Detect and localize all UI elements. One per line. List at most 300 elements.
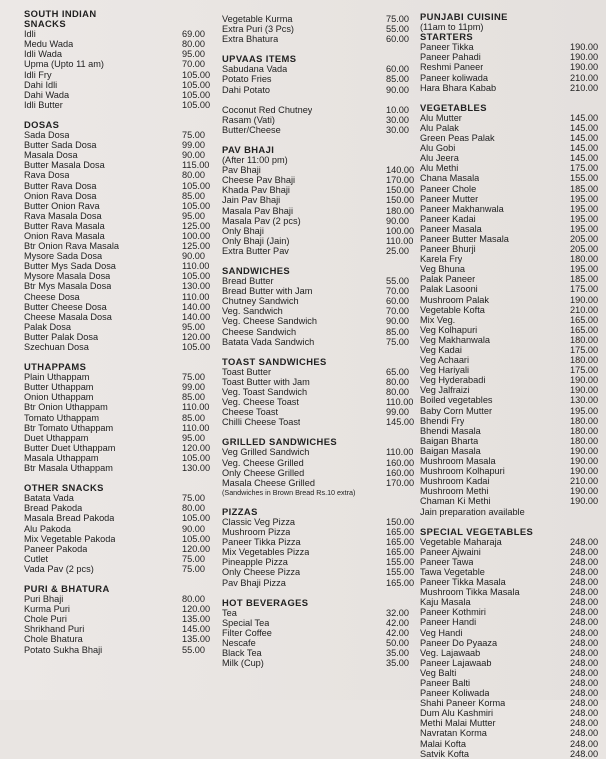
starters-list	[420, 42, 606, 92]
menu-item-name: Cheese Dosa	[24, 291, 80, 302]
sandwiches-list	[222, 276, 418, 347]
menu-item	[420, 496, 606, 506]
menu-item-price: 248.00	[570, 566, 599, 577]
menu-item-name: Masala Pav (2 pcs)	[222, 215, 301, 226]
menu-item-price: 105.00	[182, 79, 211, 90]
menu-item-price: 110.00	[386, 447, 414, 458]
menu-item	[24, 292, 224, 302]
section-title-uthappams: UTHAPPAMS	[24, 361, 87, 373]
menu-item-price: 248.00	[570, 738, 599, 749]
section-title-hot-beverages: HOT BEVERAGES	[222, 596, 309, 608]
menu-item	[420, 436, 606, 446]
section-title-sandwiches: SANDWICHES	[222, 264, 291, 276]
menu-item-price: 80.00	[182, 39, 205, 50]
menu-item-name: Btr Mys Masala Dosa	[24, 281, 112, 292]
menu-item-price: 60.00	[386, 296, 409, 307]
menu-item-price: 175.00	[570, 345, 599, 355]
vegetables-list	[420, 113, 606, 507]
menu-item-name: Btr Onion Uthappam	[24, 402, 108, 413]
menu-item-price: 145.00	[570, 143, 599, 154]
menu-item-price: 190.00	[570, 456, 599, 467]
menu-item	[420, 52, 606, 62]
menu-item-name: Pineapple Pizza	[222, 557, 288, 568]
menu-item-name: Veg Grilled Sandwich	[222, 447, 310, 458]
menu-item-price: 170.00	[386, 175, 415, 186]
menu-item	[222, 64, 418, 74]
menu-item	[420, 234, 606, 244]
menu-item	[222, 468, 418, 478]
menu-item-name: Dahi Potato	[222, 84, 271, 95]
section-title-upvaas: UPVAAS ITEMS	[222, 53, 297, 65]
menu-item-name: Toast Butter with Jam	[222, 376, 310, 387]
menu-item-price: 120.00	[182, 442, 211, 453]
section-title-pav-bhaji: PAV BHAJI	[222, 143, 275, 155]
menu-item-price: 95.00	[182, 210, 205, 221]
menu-item-name: Veg Hyderabadi	[420, 375, 486, 386]
menu-item	[420, 739, 606, 749]
menu-item-price: 190.00	[570, 294, 599, 305]
section-title-vegetables: VEGETABLES	[420, 101, 487, 113]
menu-item-price: 75.00	[386, 336, 409, 347]
menu-item-price: 125.00	[182, 220, 211, 231]
menu-item-price: 35.00	[386, 648, 409, 659]
menu-item	[222, 175, 418, 185]
section-title-puri-bhatura: PURI & BHATURA	[24, 582, 110, 594]
menu-item-price: 120.00	[182, 604, 211, 615]
menu-item-price: 175.00	[570, 284, 599, 295]
menu-item-price: 30.00	[386, 124, 409, 135]
menu-item-name: Paneer Butter Masala	[420, 233, 509, 244]
menu-item-name: Milk (Cup)	[222, 658, 264, 669]
menu-item-price: 180.00	[570, 254, 599, 265]
menu-item-name: Jain Pav Bhaji	[222, 195, 281, 206]
menu-item-name: Pav Bhaji Pizza	[222, 577, 286, 588]
menu-item	[24, 624, 224, 634]
menu-column-1	[24, 0, 224, 655]
menu-item	[420, 42, 606, 52]
menu-item-name: Medu Wada	[24, 39, 74, 50]
menu-item	[420, 274, 606, 284]
menu-item-price: 70.00	[386, 286, 409, 297]
menu-item	[420, 406, 606, 416]
menu-item-price: 248.00	[570, 647, 599, 658]
menu-item-price: 175.00	[570, 163, 599, 174]
menu-item	[24, 251, 224, 261]
menu-item	[222, 316, 418, 326]
menu-item-price: 105.00	[182, 513, 211, 524]
menu-item-price: 185.00	[570, 274, 599, 285]
menu-item-price: 105.00	[182, 200, 211, 211]
menu-item	[420, 658, 606, 668]
menu-item-price: 65.00	[386, 366, 409, 377]
beverages-list	[222, 608, 418, 669]
menu-item-name: Kurma Puri	[24, 604, 70, 615]
menu-item-name: Idli Wada	[24, 49, 62, 60]
menu-item-price: 30.00	[386, 114, 409, 125]
menu-item	[222, 387, 418, 397]
menu-item	[24, 59, 224, 69]
menu-item-name: Baigan Bharta	[420, 435, 479, 446]
menu-item-price: 165.00	[570, 314, 599, 325]
menu-item-name: Veg Kadai	[420, 345, 462, 355]
menu-item-name: Reshmi Paneer	[420, 62, 484, 73]
menu-item-name: Only Bhaji	[222, 225, 264, 236]
menu-item-price: 35.00	[386, 658, 409, 669]
menu-item-name: Cheese Sandwich	[222, 326, 297, 337]
menu-item-price: 145.00	[570, 133, 599, 144]
punjabi-hours: (11am to 11pm)	[420, 22, 484, 33]
menu-item-price: 190.00	[570, 42, 599, 53]
menu-item-price: 110.00	[386, 397, 414, 408]
menu-item-name: Veg. Toast Sandwich	[222, 387, 308, 397]
menu-item-name: Mysore Masala Dosa	[24, 271, 111, 282]
menu-item	[222, 547, 418, 557]
menu-item-name: Mix Vegetable Pakoda	[24, 533, 116, 544]
menu-item-name: Classic Veg Pizza	[222, 516, 296, 527]
menu-item-price: 32.00	[386, 607, 409, 618]
grilled-list	[222, 447, 418, 487]
menu-item-name: Veg. Cheese Grilled	[222, 457, 304, 468]
menu-item-price: 180.00	[570, 435, 599, 446]
menu-item	[222, 478, 418, 488]
menu-item	[222, 296, 418, 306]
menu-item	[222, 306, 418, 316]
menu-item	[420, 688, 606, 698]
menu-item-name: Masala Uthappam	[24, 452, 99, 463]
menu-item	[420, 567, 606, 577]
menu-item-name: Paneer Lajawaab	[420, 657, 492, 668]
menu-item-name: Butter/Cheese	[222, 124, 281, 135]
menu-item-price: 150.00	[386, 195, 415, 206]
menu-item	[222, 658, 418, 668]
menu-item	[420, 133, 606, 143]
menu-item-price: 110.00	[182, 291, 210, 302]
menu-item-name: Potato Sukha Bhaji	[24, 644, 103, 655]
menu-item-name: Paneer koliwada	[420, 72, 488, 83]
menu-item	[24, 433, 224, 443]
menu-item-name: Butter Onion Rava	[24, 200, 100, 211]
menu-item-price: 50.00	[386, 637, 409, 648]
menu-item-price: 75.00	[182, 563, 205, 574]
menu-item	[420, 244, 606, 254]
menu-item	[222, 327, 418, 337]
menu-item-name: Extra Bhatura	[222, 34, 279, 45]
menu-column-3	[420, 0, 606, 759]
menu-item-name: Dahi Idli	[24, 79, 58, 90]
menu-item-price: 70.00	[386, 306, 409, 317]
menu-item-name: Paneer Tikka Pizza	[222, 537, 301, 548]
menu-item-name: Black Tea	[222, 648, 262, 659]
menu-item	[222, 125, 418, 135]
menu-item	[24, 231, 224, 241]
menu-item-name: Paneer Kadai	[420, 213, 476, 224]
menu-item-name: Veg Bhuna	[420, 264, 465, 275]
menu-item	[420, 678, 606, 688]
menu-item-price: 248.00	[570, 597, 599, 608]
menu-item	[24, 332, 224, 342]
brown-bread-note: (Sandwiches in Brown Bread Rs.10 extra)	[222, 487, 356, 497]
pav-bhaji-timing: (After 11:00 pm)	[222, 155, 288, 166]
menu-item	[420, 305, 606, 315]
menu-item-name: Butter Sada Dosa	[24, 140, 97, 151]
menu-item	[222, 206, 418, 216]
menu-item	[24, 281, 224, 291]
menu-item-name: Cheese Toast	[222, 407, 279, 418]
menu-item	[222, 74, 418, 84]
menu-item-name: Plain Uthappam	[24, 372, 90, 383]
menu-item-price: 195.00	[570, 203, 599, 214]
menu-item-price: 80.00	[182, 503, 205, 514]
menu-item	[420, 214, 606, 224]
menu-item-price: 85.00	[386, 326, 409, 337]
menu-item-name: Bhendi Masala	[420, 425, 481, 436]
menu-item-name: Upma (Upto 11 am)	[24, 59, 104, 70]
menu-item-price: 69.00	[182, 29, 205, 40]
menu-item-price: 135.00	[182, 634, 211, 645]
menu-item-name: Butter Palak Dosa	[24, 331, 99, 342]
menu-item-name: Onion Rava Dosa	[24, 190, 97, 201]
menu-item-name: Boiled vegetables	[420, 395, 493, 406]
menu-item	[420, 466, 606, 476]
puri-list	[24, 594, 224, 655]
menu-item-price: 248.00	[570, 718, 599, 729]
menu-item-price: 80.00	[182, 170, 205, 181]
menu-item-name: Idli	[24, 29, 36, 40]
menu-item-name: Cutlet	[24, 553, 49, 564]
menu-item-price: 85.00	[182, 412, 205, 423]
menu-item	[420, 173, 606, 183]
menu-item	[24, 100, 224, 110]
menu-item	[222, 216, 418, 226]
menu-item-price: 175.00	[570, 365, 599, 376]
toast-list	[222, 367, 418, 428]
menu-item-price: 248.00	[570, 748, 599, 759]
menu-item-price: 145.00	[570, 112, 599, 123]
menu-item	[420, 587, 606, 597]
menu-item	[24, 191, 224, 201]
menu-item-name: Paneer Pakoda	[24, 543, 88, 554]
menu-item-price: 248.00	[570, 587, 599, 598]
menu-item	[24, 503, 224, 513]
menu-item-name: Butter Rava Masala	[24, 220, 105, 231]
menu-item	[222, 648, 418, 658]
menu-item	[420, 708, 606, 718]
menu-item-price: 85.00	[386, 74, 409, 85]
menu-item	[420, 143, 606, 153]
menu-item	[420, 204, 606, 214]
menu-item-name: Green Peas Palak	[420, 133, 495, 144]
menu-item	[420, 749, 606, 759]
menu-item-price: 55.00	[386, 24, 409, 35]
menu-item-price: 105.00	[182, 533, 211, 544]
menu-item	[24, 382, 224, 392]
menu-item-price: 85.00	[182, 190, 205, 201]
menu-item-name: Bhendi Fry	[420, 415, 465, 426]
menu-item	[420, 557, 606, 567]
menu-item	[24, 524, 224, 534]
menu-item-name: Butter Masala Dosa	[24, 160, 105, 171]
menu-item	[420, 284, 606, 294]
menu-item	[420, 607, 606, 617]
menu-item	[24, 453, 224, 463]
menu-item-name: Alu Pakoda	[24, 523, 71, 534]
menu-item-name: Alu Palak	[420, 122, 459, 133]
menu-item-name: Alu Methi	[420, 163, 459, 174]
menu-item-name: Masala Pav Bhaji	[222, 205, 293, 216]
menu-item-price: 145.00	[570, 153, 599, 164]
menu-item	[24, 544, 224, 554]
menu-item-name: Hara Bhara Kabab	[420, 82, 497, 93]
menu-item-price: 95.00	[182, 321, 205, 332]
menu-item-name: Paneer Chole	[420, 183, 477, 194]
menu-item-name: Bread Butter	[222, 276, 274, 287]
menu-item-price: 195.00	[570, 223, 599, 234]
menu-item-name: Vegetable Maharaja	[420, 536, 502, 547]
menu-item-name: Butter Cheese Dosa	[24, 301, 107, 312]
menu-item	[222, 517, 418, 527]
menu-item-price: 165.00	[386, 547, 415, 558]
menu-item-name: Veg. Cheese Sandwich	[222, 316, 318, 327]
menu-item	[420, 416, 606, 426]
menu-item-name: Paneer Ajwaini	[420, 546, 481, 557]
menu-item-name: Alu Gobi	[420, 143, 456, 154]
menu-item	[420, 315, 606, 325]
menu-item-name: Vegetable Kurma	[222, 14, 293, 24]
menu-item-name: Baby Corn Mutter	[420, 405, 492, 416]
menu-item-name: Mushroom Tikka Masala	[420, 587, 520, 598]
menu-item-price: 105.00	[182, 69, 211, 80]
menu-item	[24, 90, 224, 100]
menu-item	[24, 160, 224, 170]
menu-item-price: 140.00	[182, 301, 211, 312]
menu-item	[222, 628, 418, 638]
menu-item-price: 210.00	[570, 82, 599, 93]
menu-item-price: 210.00	[570, 72, 599, 83]
menu-item-name: Dahi Wada	[24, 89, 70, 100]
menu-item	[222, 608, 418, 618]
section-title-snacks: SNACKS	[24, 18, 66, 30]
menu-item	[222, 185, 418, 195]
menu-item-name: Filter Coffee	[222, 627, 272, 638]
menu-item	[420, 486, 606, 496]
upvaas-list	[222, 64, 418, 94]
menu-item	[222, 638, 418, 648]
menu-item	[420, 365, 606, 375]
menu-item	[24, 302, 224, 312]
menu-item-price: 145.00	[570, 122, 599, 133]
menu-item-name: Palak Lasooni	[420, 284, 478, 295]
puri-extras-list	[222, 14, 418, 44]
menu-item	[24, 80, 224, 90]
menu-item-name: Duet Uthappam	[24, 432, 89, 443]
menu-item-price: 90.00	[386, 84, 409, 95]
menu-item-name: Paneer Do Pyaaza	[420, 637, 498, 648]
menu-item-name: Palak Paneer	[420, 274, 476, 285]
menu-item	[420, 617, 606, 627]
menu-item	[420, 728, 606, 738]
menu-item-price: 99.00	[386, 407, 409, 418]
menu-item	[420, 668, 606, 678]
menu-item-price: 195.00	[570, 193, 599, 204]
menu-item-name: Butter Uthappam	[24, 382, 94, 393]
menu-item-name: Mushroom Kolhapuri	[420, 466, 505, 477]
menu-item-name: Paneer Makhanwala	[420, 203, 504, 214]
menu-item	[222, 236, 418, 246]
menu-item	[24, 645, 224, 655]
menu-item-name: Only Bhaji (Jain)	[222, 235, 290, 246]
menu-item	[222, 557, 418, 567]
menu-item	[420, 153, 606, 163]
menu-item	[222, 115, 418, 125]
menu-item-price: 248.00	[570, 667, 599, 678]
menu-item	[24, 150, 224, 160]
menu-item-price: 90.00	[182, 251, 205, 262]
menu-item-name: Butter Duet Uthappam	[24, 442, 116, 453]
menu-item-price: 160.00	[386, 457, 415, 468]
menu-item-name: Chilli Cheese Toast	[222, 417, 301, 428]
menu-item-name: Khada Pav Bhaji	[222, 185, 290, 196]
menu-item	[222, 397, 418, 407]
menu-item	[420, 83, 606, 93]
section-title-starters: STARTERS	[420, 31, 474, 43]
menu-item-price: 190.00	[570, 62, 599, 73]
menu-item-name: Chana Masala	[420, 173, 480, 184]
menu-item-name: Veg Kolhapuri	[420, 324, 478, 335]
menu-item-name: Methi Malai Mutter	[420, 718, 496, 729]
menu-item-price: 115.00	[182, 160, 210, 171]
menu-item	[24, 201, 224, 211]
menu-item-price: 55.00	[182, 644, 205, 655]
menu-item-name: Btr Tomato Uthappam	[24, 422, 114, 433]
menu-item-name: Mysore Sada Dosa	[24, 251, 103, 262]
menu-item-name: Veg Balti	[420, 667, 457, 678]
menu-item-name: Extra Puri (3 Pcs)	[222, 24, 294, 35]
menu-item	[222, 377, 418, 387]
menu-item-price: 105.00	[182, 89, 211, 100]
menu-item-price: 180.00	[570, 425, 599, 436]
menu-item	[222, 195, 418, 205]
menu-item-name: Shrikhand Puri	[24, 624, 85, 635]
menu-item-price: 248.00	[570, 657, 599, 668]
menu-item-price: 248.00	[570, 556, 599, 567]
menu-item	[222, 226, 418, 236]
menu-item-name: Chutney Sandwich	[222, 296, 299, 307]
menu-item	[24, 604, 224, 614]
menu-item	[420, 577, 606, 587]
menu-item	[24, 312, 224, 322]
menu-item-name: Sabudana Vada	[222, 64, 288, 75]
special-vegetables-list	[420, 537, 606, 759]
menu-item-name: Extra Butter Pav	[222, 245, 289, 256]
menu-item-name: Paneer Mutter	[420, 193, 479, 204]
menu-item-price: 155.00	[570, 173, 599, 184]
menu-item-price: 120.00	[182, 331, 211, 342]
menu-item	[420, 264, 606, 274]
menu-item-price: 120.00	[182, 543, 211, 554]
menu-item	[24, 634, 224, 644]
menu-item-price: 248.00	[570, 698, 599, 709]
menu-item-name: Kaju Masala	[420, 597, 471, 608]
menu-item	[420, 375, 606, 385]
menu-item-name: Mushroom Kadai	[420, 476, 490, 487]
menu-item-price: 210.00	[570, 476, 599, 487]
menu-item	[24, 413, 224, 423]
menu-item-price: 190.00	[570, 486, 599, 497]
menu-item-price: 205.00	[570, 244, 599, 255]
menu-item-name: Tea	[222, 607, 237, 618]
menu-item	[420, 638, 606, 648]
menu-item-name: Paneer Kothmiri	[420, 607, 486, 618]
